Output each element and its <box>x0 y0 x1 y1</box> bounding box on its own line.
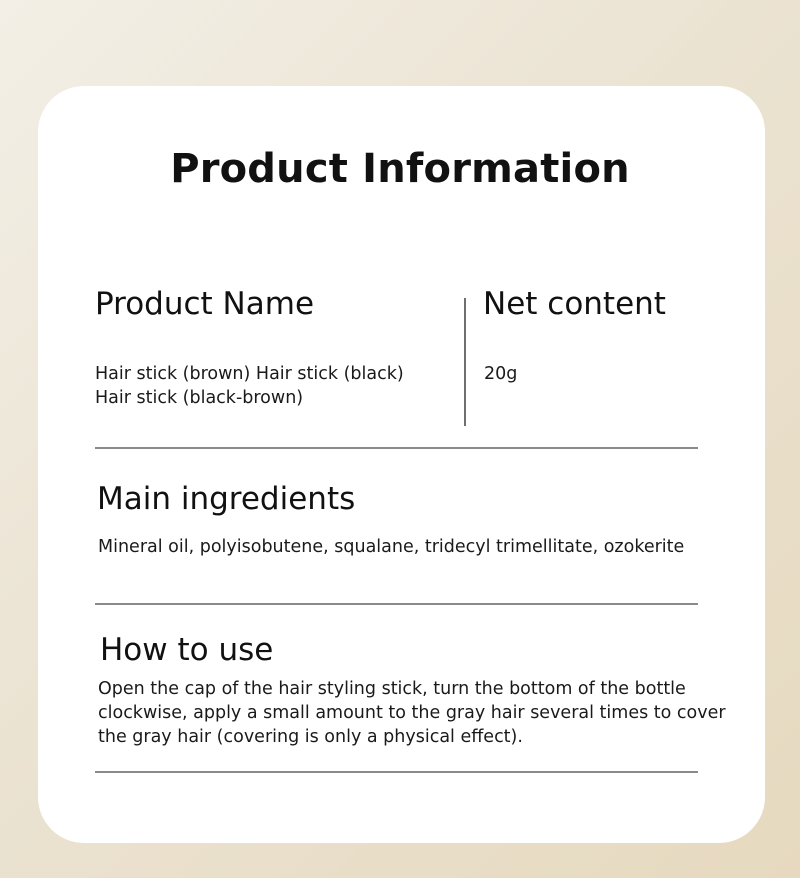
how-to-use-heading: How to use <box>100 632 274 668</box>
main-ingredients-text: Mineral oil, polyisobutene, squalane, tridecyl trimellitate, ozokerite <box>98 537 685 557</box>
product-name-heading: Product Name <box>95 286 315 322</box>
main-ingredients-heading: Main ingredients <box>97 481 356 517</box>
product-name-value <box>95 362 404 410</box>
column-divider <box>464 298 466 426</box>
how-to-use-line: Open the cap of the hair styling stick, turn the bottom of the bottle <box>98 679 686 699</box>
how-to-use-text <box>98 677 726 749</box>
product-name-line: Hair stick (brown) Hair stick (black) <box>95 364 404 384</box>
product-name-line: Hair stick (black-brown) <box>95 388 304 408</box>
how-to-use-line: the gray hair (covering is only a physical effect). <box>98 727 523 747</box>
net-content-heading: Net content <box>483 286 666 322</box>
page-title: Product Information <box>170 146 630 192</box>
section-divider <box>95 447 698 449</box>
how-to-use-line: clockwise, apply a small amount to the gray hair several times to cover <box>98 703 726 723</box>
net-content-value: 20g <box>484 364 518 384</box>
section-divider <box>95 603 698 605</box>
section-divider <box>95 771 698 773</box>
